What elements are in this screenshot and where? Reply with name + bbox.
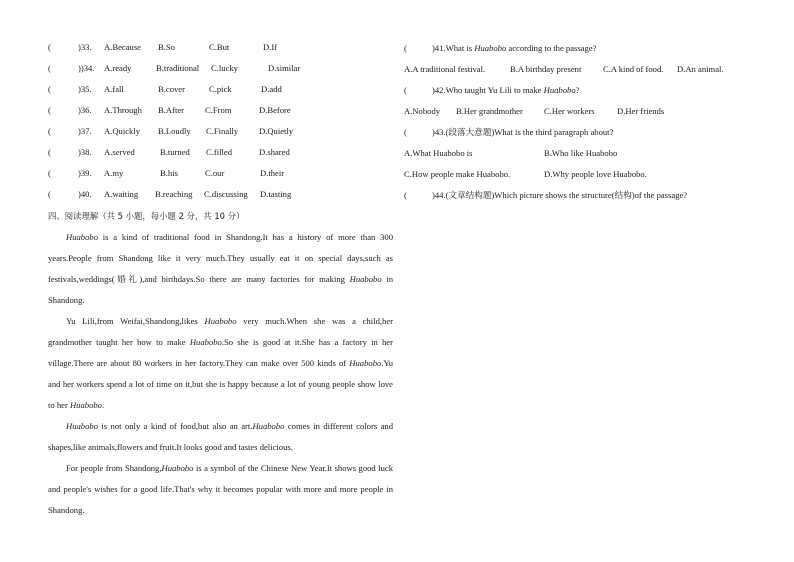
question-42	[404, 80, 749, 101]
answer-paren[interactable]: (	[404, 85, 407, 95]
keyword-huabobo: Huabobo	[189, 337, 222, 347]
reading-passage	[48, 227, 393, 521]
option-d[interactable]: D.Quietly	[259, 126, 294, 136]
passage-paragraph-4: For people from Shandong,Huabobo is a symbol of the Chinese New Year.It shows good luck and people's wishes for a good life.That's why it becomes popular with more and more people in Shandong.	[48, 463, 393, 515]
keyword-huabobo: Huabobo	[66, 421, 98, 431]
cloze-question-list	[48, 38, 393, 206]
option-a[interactable]: A.waiting	[104, 189, 139, 199]
option-a[interactable]: A.What Huabobo is	[404, 148, 473, 158]
option-c[interactable]: C.How people make Huabobo.	[404, 169, 511, 179]
option-d[interactable]: D.similar	[268, 63, 301, 73]
question-43-options-row2	[404, 164, 749, 185]
question-43-options-row1	[404, 143, 749, 164]
option-a[interactable]: A.served	[104, 147, 135, 157]
question-43	[404, 122, 749, 143]
left-column	[48, 38, 393, 521]
option-b[interactable]: B.Who like Huabobo	[544, 148, 618, 158]
question-42-options	[404, 101, 749, 122]
answer-paren[interactable]: (	[48, 147, 51, 157]
question-41	[404, 38, 749, 59]
keyword-huabobo: Huabobo	[543, 85, 576, 95]
option-c[interactable]: C.From	[205, 105, 232, 115]
option-a[interactable]: A.Quickly	[104, 126, 141, 136]
option-c[interactable]: C.discussing	[204, 189, 248, 199]
keyword-huabobo: Huabobo	[252, 421, 285, 431]
cloze-question-39	[48, 164, 393, 185]
option-a[interactable]: A.my	[104, 168, 124, 178]
answer-paren[interactable]: (	[404, 127, 407, 137]
question-number: )37.	[78, 126, 92, 136]
option-b[interactable]: B.turned	[160, 147, 190, 157]
option-b[interactable]: B.Her grandmother	[456, 106, 523, 116]
option-d[interactable]: D.Her friends	[617, 106, 665, 116]
cloze-question-36	[48, 101, 393, 122]
keyword-huabobo: Huabobo	[204, 316, 237, 326]
question-number: )38.	[78, 147, 92, 157]
keyword-huabobo: Huabobo	[161, 463, 194, 473]
option-c[interactable]: C.A kind of food.	[603, 64, 664, 74]
option-d[interactable]: D.add	[261, 84, 282, 94]
option-d[interactable]: D.If	[263, 42, 278, 52]
question-41-options	[404, 59, 749, 80]
cloze-question-37	[48, 122, 393, 143]
option-d[interactable]: D.Why people love Huabobo.	[544, 169, 647, 179]
option-b[interactable]: B.Loudly	[158, 126, 191, 136]
option-d[interactable]: D.their	[260, 168, 285, 178]
option-a[interactable]: A.fall	[104, 84, 124, 94]
passage-paragraph-3: Huabobo is not only a kind of food,but also an art.Huabobo comes in different colors and shapes,like animals,flowers and fruit.It looks good and tastes delicious.	[48, 421, 394, 452]
option-b[interactable]: B.his	[160, 168, 178, 178]
keyword-huabobo: Huabobo	[69, 400, 102, 410]
answer-paren[interactable]: (	[48, 105, 51, 115]
answer-paren[interactable]: (	[404, 43, 407, 53]
option-c[interactable]: C.But	[209, 42, 230, 52]
cloze-question-34	[48, 59, 393, 80]
question-number: ))34.	[78, 63, 95, 73]
question-number: )39.	[78, 168, 92, 178]
option-b[interactable]: B.reaching	[155, 189, 193, 199]
option-d[interactable]: D.Before	[259, 105, 291, 115]
option-b[interactable]: B.cover	[158, 84, 185, 94]
question-number: )33.	[78, 42, 92, 52]
option-c[interactable]: C.pick	[209, 84, 232, 94]
question-number: )35.	[78, 84, 92, 94]
passage-paragraph-1: Huabobo is a kind of traditional food in Shandong.It has a history of more than 300 years.People from Shandong like it very much.They usually eat it on special days,such as festivals,weddings(婚礼),and birthdays.So there are many factories for making Huabobo in Shandong.	[48, 232, 393, 305]
option-b[interactable]: B.A birthday present	[510, 64, 582, 74]
question-stem: )43.(段落大意题)What is the third paragraph about?	[432, 127, 614, 137]
cloze-question-35	[48, 80, 393, 101]
question-number: )36.	[78, 105, 92, 115]
right-column	[404, 38, 749, 206]
question-stem: )44.(文章结构题)Which picture shows the structure(结构)of the passage?	[432, 190, 688, 200]
option-a[interactable]: A.ready	[104, 63, 132, 73]
option-b[interactable]: B.After	[158, 105, 185, 115]
answer-paren[interactable]: (	[48, 168, 51, 178]
answer-paren[interactable]: (	[48, 126, 51, 136]
answer-paren[interactable]: (	[48, 189, 51, 199]
keyword-huabobo: Huabobo	[474, 43, 507, 53]
question-stem: )42.Who taught Yu Lili to make Huabobo?	[432, 85, 580, 95]
option-d[interactable]: D.An animal.	[677, 64, 724, 74]
keyword-huabobo: Huabobo	[349, 358, 382, 368]
option-a[interactable]: A.A traditional festival.	[404, 64, 486, 74]
option-c[interactable]: C.Finally	[206, 126, 239, 136]
cloze-question-40	[48, 185, 393, 206]
option-c[interactable]: C.filled	[206, 147, 233, 157]
option-d[interactable]: D.tasting	[260, 189, 292, 199]
option-a[interactable]: A.Nobody	[404, 106, 441, 116]
question-stem: )41.What is Huabobo according to the passage?	[432, 43, 597, 53]
option-d[interactable]: D.shared	[259, 147, 290, 157]
answer-paren[interactable]: (	[48, 63, 51, 73]
option-a[interactable]: A.Because	[104, 42, 141, 52]
option-a[interactable]: A.Through	[104, 105, 142, 115]
question-44	[404, 185, 749, 206]
passage-paragraph-2: Yu Lili,from Weifai,Shandong,likes Huabobo very much.When she was a child,her grandmother taught her how to make Huabobo.So she is good at it.She has a factory in her village.There are about 80 workers in her factory.They can make over 500 kinds of Huabobo.Yu and her workers spend a lot of time on it,but she is happy because a lot of young people show love to her Huabobo.	[48, 316, 393, 410]
option-c[interactable]: C.our	[205, 168, 225, 178]
option-c[interactable]: C.Her workers	[544, 106, 595, 116]
keyword-huabobo: Huabobo	[349, 274, 382, 284]
cloze-question-33	[48, 38, 393, 59]
option-c[interactable]: C.lucky	[211, 63, 238, 73]
answer-paren[interactable]: (	[48, 42, 51, 52]
reading-section-title: 四、阅读理解（共 5 小题，每小题 2 分，共 10 分）	[48, 211, 245, 221]
option-b[interactable]: B.So	[158, 42, 175, 52]
option-b[interactable]: B.traditional	[156, 63, 200, 73]
answer-paren[interactable]: (	[404, 190, 407, 200]
keyword-huabobo: Huabobo	[66, 232, 98, 242]
answer-paren[interactable]: (	[48, 84, 51, 94]
question-number: )40.	[78, 189, 92, 199]
cloze-question-38	[48, 143, 393, 164]
